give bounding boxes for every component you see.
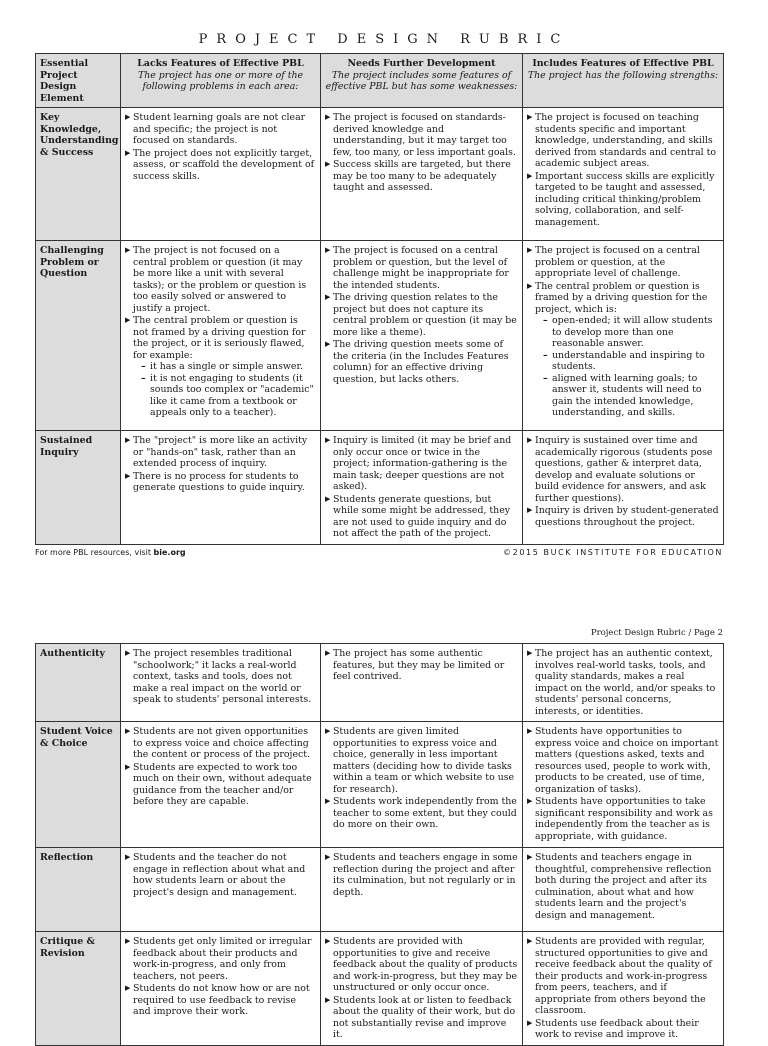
bullet-list — [325, 112, 518, 194]
bullet-item — [527, 245, 719, 280]
cell-lacks — [121, 431, 321, 545]
bullet-text: Students generate questions, but while some might be addressed, they are not used to guide inquiry and do not affect the path of the project. — [333, 493, 511, 539]
bullet-text: Students look at or listen to feedback about the quality of their work, but do not substantially revise and improve it. — [333, 994, 516, 1040]
bullet-text: The driving question meets some of the criteria (in the Includes Features column) for an effective driving question, but lacks others. — [333, 339, 509, 385]
bullet-item — [125, 435, 316, 470]
bullet-item — [125, 148, 316, 183]
cell-includes — [523, 848, 724, 932]
sub-bullet-list — [141, 361, 316, 419]
bullet-text: Students are expected to work too much on their own, without adequate guidance from the teacher and/or before they are capable. — [133, 761, 312, 807]
bullet-list — [325, 648, 518, 683]
sub-bullet-item: – understandable and inspiring to students. — [543, 350, 719, 373]
cell-lacks — [121, 932, 321, 1046]
bullet-item — [325, 796, 518, 831]
page-2-label: Project Design Rubric / Page 2 — [590, 628, 723, 638]
footer-copyright: ©2015 BUCK INSTITUTE FOR EDUCATION — [503, 548, 723, 557]
bullet-item — [125, 726, 316, 761]
bullet-text: Student learning goals are not clear and specific; the project is not focused on standards. — [133, 112, 306, 146]
bullet-text: The project is focused on a central problem or question, at the appropriate level of challenge. — [535, 245, 700, 279]
bullet-text: Inquiry is driven by student-generated questions throughout the project. — [535, 505, 719, 528]
bullet-text: The "project" is more like an activity or "hands-on" task, rather than an extended process of inquiry. — [133, 435, 308, 469]
bullet-item — [527, 852, 719, 921]
rubric-table-page-1 — [35, 53, 724, 545]
bullet-text: Students have opportunities to take significant responsibility and work as independently from the teacher as is appropriate, with guidance. — [535, 796, 713, 842]
bullet-item — [527, 726, 719, 795]
design-element-label: Student Voice & Choice — [36, 722, 121, 848]
bullet-item — [325, 726, 518, 795]
bullet-list — [527, 936, 719, 1041]
header-needs-sub: The project includes some features of effective PBL but has some weaknesses: — [325, 69, 518, 92]
footer-resources-text: For more PBL resources, visit — [35, 548, 154, 557]
design-element-label: Sustained Inquiry — [36, 431, 121, 545]
cell-needs — [321, 848, 523, 932]
bullet-list — [527, 726, 719, 842]
cell-lacks — [121, 241, 321, 431]
rubric-row — [36, 108, 724, 241]
header-includes-sub: The project has the following strengths: — [527, 69, 719, 81]
bullet-item — [527, 112, 719, 170]
bullet-list — [325, 936, 518, 1041]
footer-link[interactable]: bie.org — [153, 548, 186, 557]
bullet-text: Students and teachers engage in some reflection during the project and after its culmination, but not regularly or in depth. — [333, 852, 518, 898]
bullet-item — [527, 1018, 719, 1041]
header-row — [36, 54, 724, 108]
bullet-text: Students are not given opportunities to express voice and choice affecting the content or process of the project. — [133, 726, 311, 760]
bullet-item — [125, 648, 316, 706]
sub-bullet-item: – open-ended; it will allow students to develop more than one reasonable answer. — [543, 315, 719, 350]
bullet-text: Students get only limited or irregular feedback about their products and work-in-progress, and only from teachers, not peers. — [133, 936, 312, 982]
bullet-item — [125, 471, 316, 494]
bullet-text: The project is focused on a central problem or question, but the level of challenge might be inappropriate for the intended students. — [333, 245, 509, 291]
bullet-text: The project resembles traditional "schoolwork;" it lacks a real-world context, tasks and tools, does not make a real impact on the world or speak to students' personal interests. — [133, 648, 312, 705]
cell-includes — [523, 932, 724, 1046]
design-element-label: Reflection — [36, 848, 121, 932]
header-includes-title: Includes Features of Effective PBL — [532, 58, 714, 69]
bullet-text: Students work independently from the teacher to some extent, but they could do more on their own. — [333, 796, 517, 830]
rubric-row — [36, 431, 724, 545]
bullet-item — [125, 936, 316, 982]
bullet-text: Students are provided with opportunities to give and receive feedback about the quality of products and work-in-progress, but they may be unstructured or only occur once. — [333, 936, 518, 993]
cell-needs — [321, 644, 523, 722]
bullet-item — [325, 339, 518, 385]
design-element-label: Critique & Revision — [36, 932, 121, 1046]
page-title: PROJECT DESIGN RUBRIC — [198, 32, 570, 47]
rubric-row — [36, 644, 724, 722]
bullet-list — [125, 112, 316, 182]
bullet-item — [325, 112, 518, 158]
bullet-text: The driving question relates to the project but does not capture its central problem or question (it may be more like a theme). — [333, 292, 517, 338]
cell-needs — [321, 241, 523, 431]
bullet-text: The project has an authentic context, involves real-world tasks, tools, and quality standards, makes a real impact on the world, and/or speaks to students' personal concerns, interests, or identities. — [535, 648, 716, 717]
bullet-text: There is no process for students to generate questions to guide inquiry. — [133, 470, 305, 493]
bullet-list — [125, 245, 316, 419]
cell-lacks — [121, 644, 321, 722]
cell-needs — [321, 932, 523, 1046]
bullet-item — [325, 936, 518, 994]
cell-includes — [523, 722, 724, 848]
bullet-list — [527, 245, 719, 419]
bullet-item — [325, 159, 518, 194]
bullet-text: Students use feedback about their work to revise and improve it. — [535, 1017, 699, 1040]
bullet-text: The project is focused on teaching students specific and important knowledge, understanding, and skills derived from standards and central to academic subject areas. — [535, 112, 717, 169]
bullet-list — [125, 435, 316, 494]
bullet-text: Success skills are targeted, but there may be too many to be adequately taught and assessed. — [333, 159, 511, 193]
bullet-item — [527, 796, 719, 842]
bullet-list — [527, 648, 719, 717]
footer-resources — [35, 548, 186, 557]
cell-needs — [321, 108, 523, 241]
bullet-item — [527, 648, 719, 717]
bullet-item — [125, 112, 316, 147]
bullet-item — [527, 505, 719, 528]
bullet-list — [325, 852, 518, 898]
header-lacks — [121, 54, 321, 108]
bullet-item — [125, 983, 316, 1018]
design-element-label: Authenticity — [36, 644, 121, 722]
bullet-item — [527, 171, 719, 229]
bullet-item — [325, 245, 518, 291]
bullet-item — [325, 852, 518, 898]
cell-includes — [523, 431, 724, 545]
bullet-item — [325, 995, 518, 1041]
cell-lacks — [121, 108, 321, 241]
bullet-item — [527, 281, 719, 419]
cell-needs — [321, 722, 523, 848]
rubric-table-page-2 — [35, 643, 724, 1046]
header-lacks-sub: The project has one or more of the following problems in each area: — [137, 69, 304, 92]
bullet-item — [125, 762, 316, 808]
cell-includes — [523, 241, 724, 431]
bullet-list — [527, 435, 719, 528]
bullet-list — [527, 112, 719, 228]
bullet-text: The project is not focused on a central problem or question (it may be more like a unit with several tasks); or the problem or question is too easily solved or answered to justify a project. — [133, 245, 307, 314]
cell-includes — [523, 108, 724, 241]
bullet-text: Inquiry is sustained over time and academically rigorous (students pose questions, gather & interpret data, develop and evaluate solutions or build evidence for answers, and ask further questions). — [535, 435, 713, 504]
cell-lacks — [121, 722, 321, 848]
bullet-list — [325, 726, 518, 831]
bullet-item — [125, 315, 316, 419]
bullet-text: The central problem or question is not framed by a driving question for the project, or it is seriously flawed, for example: — [133, 315, 306, 361]
sub-bullet-item: – it is not engaging to students (it sounds too complex or "academic" like it came from a textbook or appeals only to a teacher). — [141, 373, 316, 419]
rubric-row — [36, 722, 724, 848]
design-element-label: Key Knowledge, Understanding & Success — [36, 108, 121, 241]
bullet-list — [125, 852, 316, 898]
rubric-row — [36, 932, 724, 1046]
bullet-item — [527, 936, 719, 1017]
bullet-item — [325, 292, 518, 338]
cell-needs — [321, 431, 523, 545]
bullet-item — [125, 852, 316, 898]
bullet-text: Students are provided with regular, structured opportunities to give and receive feedback about the quality of their products and work-in-progress from peers, teachers, and if appropriate from others beyond the classroom. — [535, 936, 712, 1016]
bullet-text: Students and teachers engage in thoughtful, comprehensive reflection both during the project and after its culmination, about what and how students learn and the project's design and management. — [535, 852, 712, 921]
bullet-item — [325, 435, 518, 493]
header-needs-title: Needs Further Development — [347, 58, 496, 69]
sub-bullet-item: – it has a single or simple answer. — [141, 361, 316, 373]
cell-lacks — [121, 848, 321, 932]
header-element: Essential Project Design Element — [36, 54, 121, 108]
sub-bullet-item: – aligned with learning goals; to answer it, students will need to gain the intended knowledge, understanding, and skills. — [543, 373, 719, 419]
bullet-item — [325, 494, 518, 540]
bullet-list — [325, 435, 518, 540]
bullet-text: The project does not explicitly target, assess, or scaffold the development of success skills. — [133, 147, 315, 182]
bullet-text: The project is focused on standards-derived knowledge and understanding, but it may target too few, too many, or less important goals. — [333, 112, 516, 158]
bullet-list — [125, 936, 316, 1018]
rubric-rows-page-1 — [36, 108, 724, 545]
design-element-label: Challenging Problem or Question — [36, 241, 121, 431]
rubric-rows-page-2 — [36, 644, 724, 1046]
bullet-list — [325, 245, 518, 385]
bullet-item — [325, 648, 518, 683]
bullet-text: The project has some authentic features, but they may be limited or feel contrived. — [333, 648, 505, 682]
header-lacks-title: Lacks Features of Effective PBL — [137, 58, 304, 69]
bullet-text: Students do not know how or are not required to use feedback to revise and improve their work. — [133, 983, 310, 1017]
bullet-list — [125, 648, 316, 706]
sub-bullet-list — [543, 315, 719, 419]
header-needs — [321, 54, 523, 108]
bullet-text: The central problem or question is framed by a driving question for the project, which is: — [535, 280, 708, 315]
bullet-list — [527, 852, 719, 921]
bullet-text: Important success skills are explicitly targeted to be taught and assessed, including critical thinking/problem solving, collaboration, and self-management. — [535, 170, 715, 228]
bullet-text: Students have opportunities to express voice and choice on important matters (questions asked, texts and resources used, people to work with, products to be created, use of time, organization of tasks). — [535, 726, 719, 795]
cell-includes — [523, 644, 724, 722]
bullet-item — [125, 245, 316, 314]
rubric-row — [36, 241, 724, 431]
rubric-row — [36, 848, 724, 932]
bullet-item — [527, 435, 719, 504]
header-includes — [523, 54, 724, 108]
bullet-text: Students are given limited opportunities to express voice and choice, generally in less important matters (deciding how to divide tasks within a team or which website to use for research). — [333, 726, 515, 795]
bullet-text: Students and the teacher do not engage in reflection about what and how students learn or about the project's design and management. — [133, 852, 306, 898]
bullet-text: Inquiry is limited (it may be brief and only occur once or twice in the project; information-gathering is the main task; deeper questions are not asked). — [333, 435, 512, 492]
bullet-list — [125, 726, 316, 808]
